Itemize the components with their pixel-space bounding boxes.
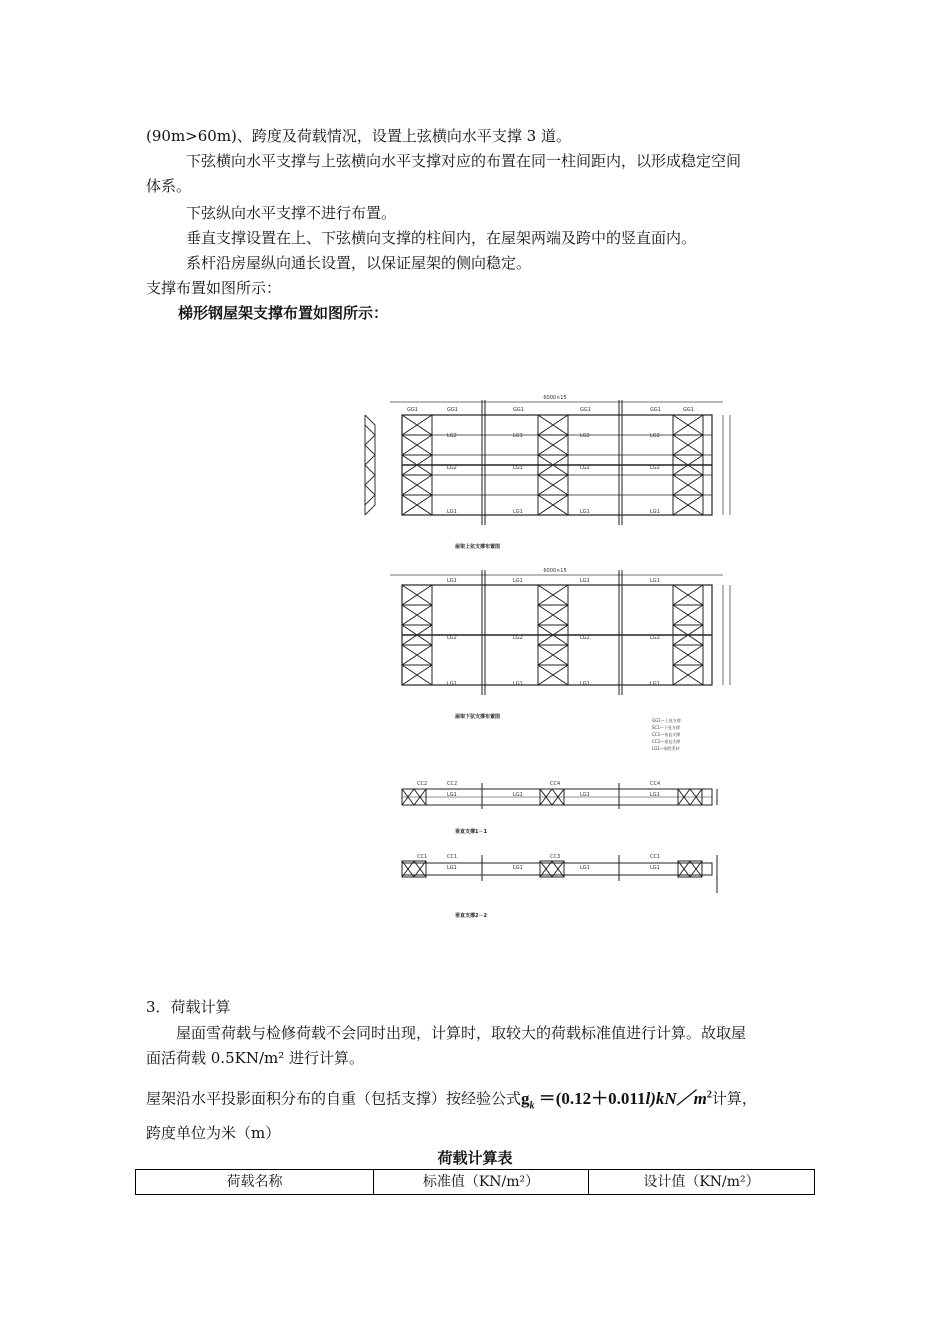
svg-text:LG1: LG1 [513,865,523,871]
paragraph-line-2: 下弦横向水平支撑与上弦横向水平支撑对应的布置在同一柱间距内，以形成稳定空间 [186,152,742,170]
paragraph-line-6: 系杆沿房屋纵向通长设置，以保证屋架的侧向稳定。 [186,254,532,272]
svg-text:GG1: GG1 [683,407,694,413]
section-heading: 3．荷载计算 [146,998,231,1016]
svg-text:CC1—垂直支撑: CC1—垂直支撑 [652,732,681,737]
svg-text:LG1: LG1 [580,578,590,584]
bottom-plan-caption: 屋架下弦支撑布置图 [455,714,501,720]
svg-text:LG1: LG1 [513,681,523,687]
svg-text:6000×15: 6000×15 [543,568,567,574]
table-title: 荷载计算表 [437,1149,513,1167]
bottom-chord-plan [390,568,730,720]
section3-para2-line1 [146,1084,757,1117]
svg-text:SC1—下弦支撑: SC1—下弦支撑 [652,725,680,730]
svg-text:LG2: LG2 [447,433,457,439]
paragraph-line-7: 支撑布置如图所示： [146,279,282,297]
svg-text:LG1: LG1 [513,578,523,584]
svg-text:CC2—垂直支撑: CC2—垂直支撑 [652,739,681,744]
svg-text:LG2: LG2 [580,465,590,471]
vertical-bracing-section-1 [402,781,717,835]
svg-text:LG2: LG2 [650,433,660,439]
svg-text:LG2: LG2 [580,433,590,439]
svg-text:LG1: LG1 [580,792,590,798]
svg-text:LG1: LG1 [447,509,457,515]
svg-text:LG2: LG2 [447,635,457,641]
svg-text:LG2: LG2 [650,635,660,641]
svg-text:LG2: LG2 [650,465,660,471]
figure-legend [652,717,681,751]
table-header-row [136,1170,815,1195]
truss-elevation-icon [365,415,375,515]
svg-text:LG1: LG1 [447,681,457,687]
svg-text:CC3: CC3 [550,854,561,860]
paragraph-line-5: 垂直支撑设置在上、下弦横向支撑的柱间内，在屋架两端及跨中的竖直面内。 [186,229,697,247]
section2-caption: 垂直支撑2－2 [455,913,487,919]
svg-text:LG1: LG1 [650,681,660,687]
self-weight-formula: $g_k$ $=(0.12+0.011l)kN/m^2$ [521,1088,712,1112]
paragraph-line-4: 下弦纵向水平支撑不进行布置。 [186,204,397,222]
svg-text:LG2: LG2 [580,635,590,641]
svg-text:GG1: GG1 [580,407,591,413]
svg-text:CC1: CC1 [417,854,428,860]
svg-text:GG1—上弦支撑: GG1—上弦支撑 [652,718,681,723]
section1-caption: 垂直支撑1－1 [455,829,487,835]
svg-text:LG1: LG1 [513,792,523,798]
svg-text:GG1: GG1 [447,407,458,413]
svg-text:LG1: LG1 [650,578,660,584]
svg-text:CC2: CC2 [447,781,458,787]
svg-text:LG1: LG1 [513,465,523,471]
svg-text:LG1: LG1 [580,509,590,515]
svg-text:LG1: LG1 [580,865,590,871]
svg-text:GG1: GG1 [513,407,524,413]
svg-text:LG1—刚性系杆: LG1—刚性系杆 [652,746,680,751]
svg-text:LG2: LG2 [513,635,523,641]
top-plan-caption: 屋架上弦支撑布置图 [455,544,501,550]
svg-text:LG1: LG1 [650,865,660,871]
svg-text:LG1: LG1 [650,509,660,515]
load-calculation-table [135,1169,815,1195]
paragraph-line-3: 体系。 [146,177,192,195]
header-standard-value: 标准值（KN/m²） [374,1170,589,1195]
top-chord-plan [390,395,730,550]
svg-text:CC1: CC1 [447,854,458,860]
svg-text:LG1: LG1 [513,509,523,515]
figure-heading: 梯形钢屋架支撑布置如图所示： [178,304,389,322]
svg-text:LG1: LG1 [650,792,660,798]
svg-text:CC4: CC4 [550,781,561,787]
header-design-value: 设计值（KN/m²） [589,1170,815,1195]
svg-text:CC1: CC1 [650,854,661,860]
svg-text:LG1: LG1 [447,792,457,798]
svg-text:LG2: LG2 [447,465,457,471]
para2-suffix: 计算， [711,1089,757,1108]
vertical-bracing-section-2 [402,854,717,919]
header-load-name: 荷载名称 [136,1170,374,1195]
svg-text:CC2: CC2 [417,781,428,787]
section3-para2-line2: 跨度单位为米（m） [146,1124,281,1142]
section3-para1-line2: 面活荷载 0.5KN/m² 进行计算。 [146,1049,365,1067]
paragraph-line-1: (90m>60m)、跨度及荷载情况，设置上弦横向水平支撑 3 道。 [146,127,571,145]
svg-text:LG1: LG1 [513,433,523,439]
svg-text:LG1: LG1 [580,681,590,687]
dimension-label: 6000×15 [543,395,567,401]
svg-text:CC4: CC4 [650,781,661,787]
svg-text:GG1: GG1 [650,407,661,413]
bracing-layout-drawing [355,385,755,930]
svg-text:LG1: LG1 [447,578,457,584]
svg-text:LG1: LG1 [447,865,457,871]
para2-prefix: 屋架沿水平投影面积分布的自重（包括支撑）按经验公式 [146,1089,522,1108]
svg-text:GG1: GG1 [407,407,418,413]
section3-para1-line1: 屋面雪荷载与检修荷载不会同时出现，计算时，取较大的荷载标准值进行计算。故取屋 [176,1024,747,1042]
